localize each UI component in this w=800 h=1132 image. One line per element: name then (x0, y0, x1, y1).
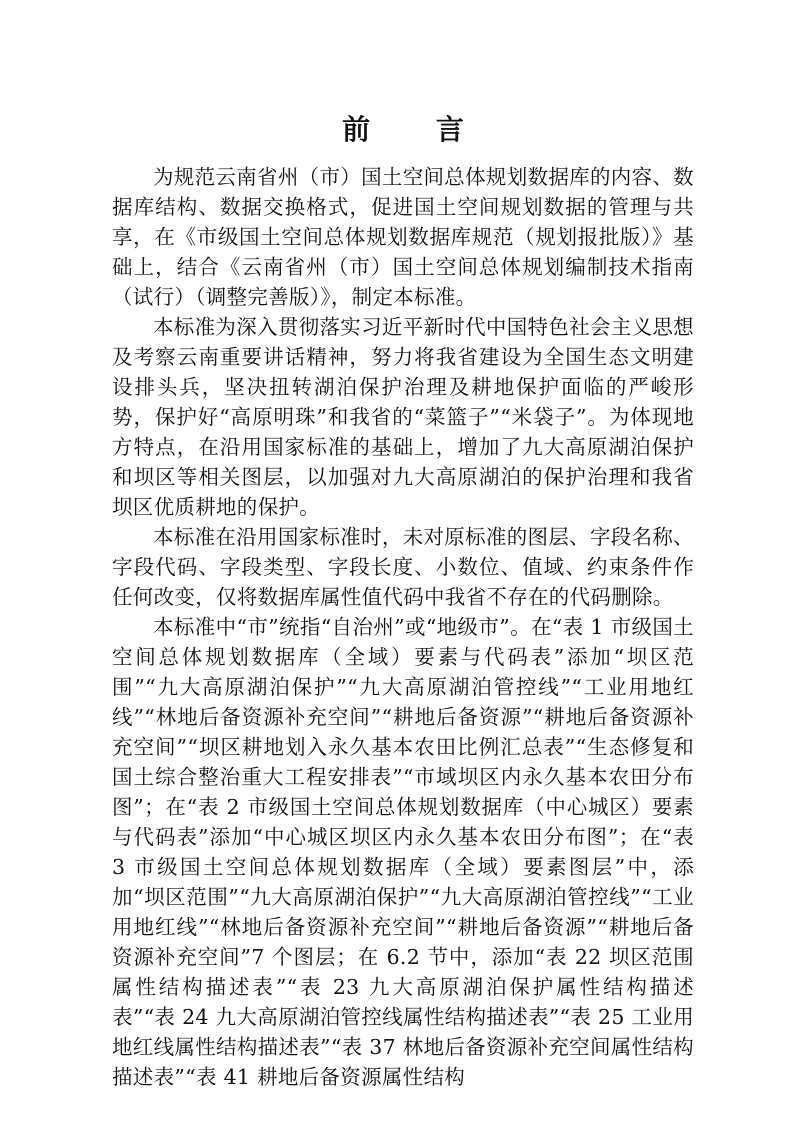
paragraph-background: 本标准为深入贯彻落实习近平新时代中国特色社会主义思想及考察云南重要讲话精神，努力将我省建设为全国生态文明建设排头兵，坚决扭转湖泊保护治理及耕地保护面临的严峻形势，保护好“高原明珠”和我省的“菜篮子”“米袋子”。为体现地方特点，在沿用国家标准的基础上，增加了九大高原湖泊保护和坝区等相关图层，以加强对九大高原湖泊的保护治理和我省坝区优质耕地的保护。 (112, 315, 694, 519)
paragraph-changes: 本标准中“市”统指“自治州”或“地级市”。在“表 1 市级国土空间总体规划数据库（全域）要素与代码表”添加“坝区范围”“九大高原湖泊保护”“九大高原湖泊管控线”“工业用地红线”“林地后备资源补充空间”“耕地后备资源”“耕地后备资源补充空间”“坝区耕地划入永久基本农田比例汇总表”“生态修复和国土综合整治重大工程安排表”“市域坝区内永久基本农田分布图”；在“表 2 市级国土空间总体规划数据库（中心城区）要素与代码表”添加“中心城区坝区内永久基本农田分布图”；在“表 3 市级国土空间总体规划数据库（全域）要素图层”中，添加“坝区范围”“九大高原湖泊保护”“九大高原湖泊管控线”“工业用地红线”“林地后备资源补充空间”“耕地后备资源”“耕地后备资源补充空间”7 个图层；在 6.2 节中，添加“表 22 坝区范围属性结构描述表”“表 23 九大高原湖泊保护属性结构描述表”“表 24 九大高原湖泊管控线属性结构描述表”“表 25 工业用地红线属性结构描述表”“表 37 林地后备资源补充空间属性结构描述表”“表 41 耕地后备资源属性结构 (112, 615, 694, 1089)
page-title: 前 言 (342, 113, 492, 146)
document-page (112, 112, 694, 1092)
paragraph-purpose: 为规范云南省州（市）国土空间总体规划数据库的内容、数据库结构、数据交换格式，促进国土空间规划数据的管理与共享，在《市级国土空间总体规划数据库规范（规划报批版）》基础上，结合《云南省州（市）国土空间总体规划编制技术指南（试行）（调整完善版）》，制定本标准。 (112, 165, 694, 309)
paragraph-adoption: 本标准在沿用国家标准时，未对原标准的图层、字段名称、字段代码、字段类型、字段长度、小数位、值域、约束条件作任何改变，仅将数据库属性值代码中我省不存在的代码删除。 (112, 525, 694, 609)
